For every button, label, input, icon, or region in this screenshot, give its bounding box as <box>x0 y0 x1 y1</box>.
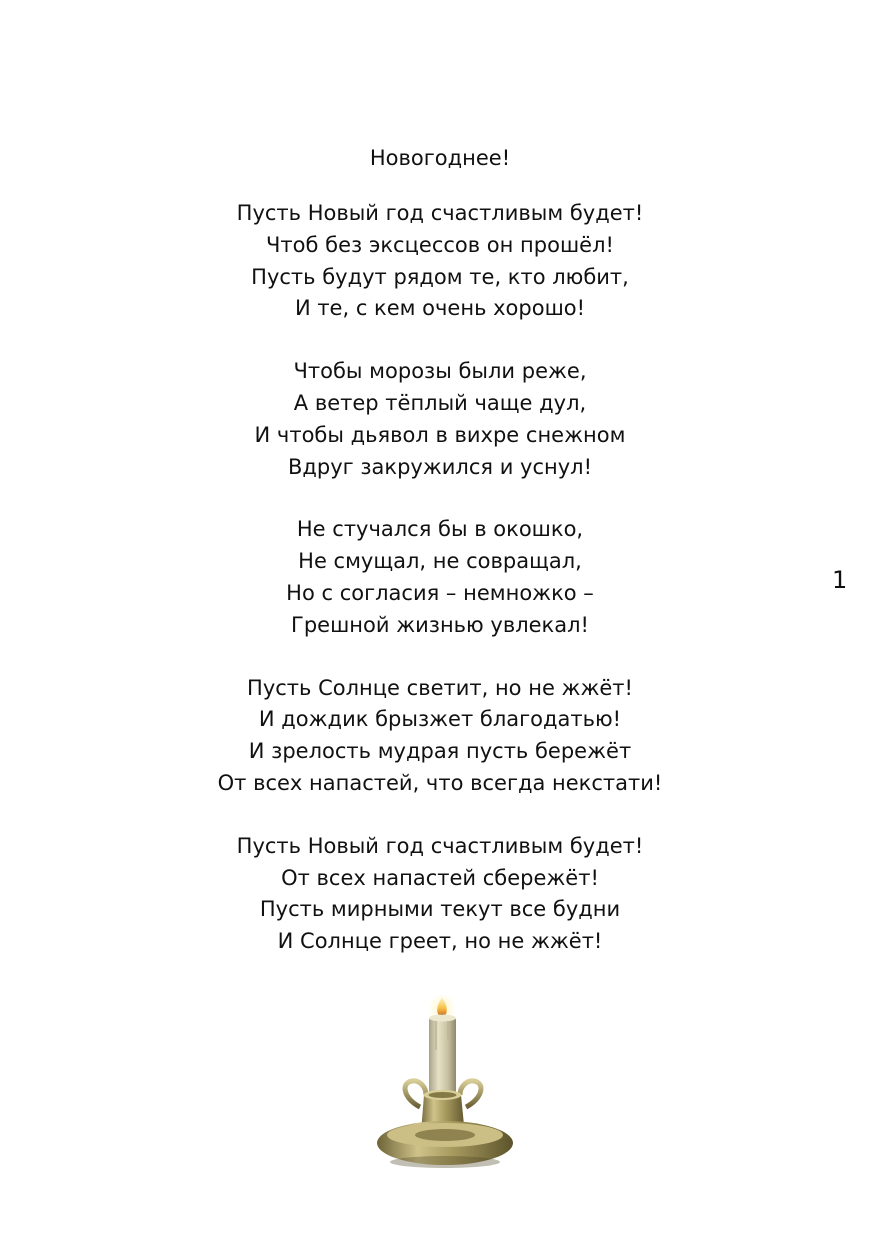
poem-line: Вдруг закружился и уснул! <box>287 454 592 479</box>
poem-line: А ветер тёплый чаще дул, <box>293 390 587 415</box>
poem-line: От всех напастей, что всегда некстати! <box>217 770 663 795</box>
poem-line: И чтобы дьявол в вихре снежном <box>254 422 626 447</box>
poem-line: И зрелость мудрая пусть бережёт <box>248 739 632 764</box>
poem-line: И те, с кем очень хорошо! <box>294 296 586 321</box>
poem-line: Пусть будут рядом те, кто любит, <box>251 264 629 289</box>
stanza <box>0 198 880 325</box>
poem-body <box>0 198 880 989</box>
stanza <box>0 831 880 958</box>
poem-line: Но с согласия – немножко – <box>286 580 594 605</box>
poem-line: От всех напастей сбережёт! <box>281 865 599 890</box>
stanza <box>0 356 880 483</box>
poem-line: Пусть Новый год счастливым будет! <box>236 201 644 225</box>
poem-line: Пусть мирными текут все будни <box>259 897 621 922</box>
page-number: 1 <box>832 566 848 594</box>
poem-line: И Солнце греет, но не жжёт! <box>277 929 603 954</box>
poem-line: Не смущал, не совращал, <box>298 549 582 574</box>
candle-illustration <box>370 995 520 1175</box>
stanza <box>0 673 880 800</box>
stanza <box>0 514 880 641</box>
poem-line: И дождик брызжет благодатью! <box>258 707 622 732</box>
poem-line: Чтобы морозы были реже, <box>293 359 587 384</box>
poem-line: Пусть Солнце светит, но не жжёт! <box>247 675 633 700</box>
poem-line: Не стучался бы в окошко, <box>296 517 584 542</box>
poem-line: Пусть Новый год счастливым будет! <box>236 833 644 858</box>
poem-line: Грешной жизнью увлекал! <box>291 612 589 637</box>
poem-title: Новогоднее! <box>369 146 511 170</box>
poem-line: Чтоб без эксцессов он прошёл! <box>266 232 614 257</box>
